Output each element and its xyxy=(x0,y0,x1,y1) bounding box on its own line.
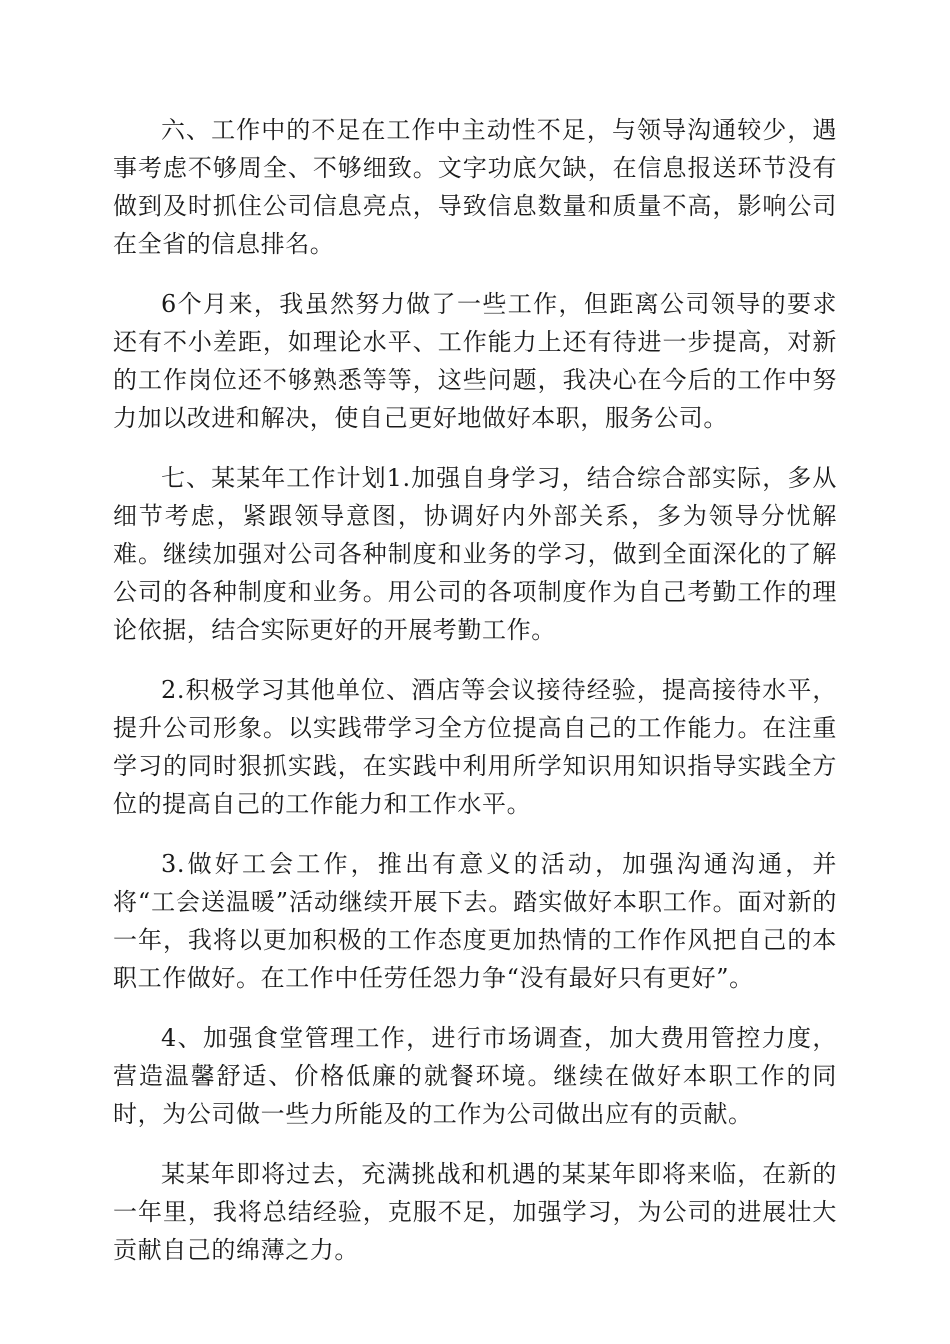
paragraph-plan-item-3: 3.做好工会工作，推出有意义的活动，加强沟通沟通，并将“工会送温暖”活动继续开展下去。踏实做好本职工作。面对新的一年，我将以更加积极的工作态度更加热情的工作作风把自己的本职工作做好。在工作中任劳任怨力争“没有最好只有更好”。 xyxy=(113,850,837,992)
paragraph-section-six-shortcomings: 六、工作中的不足在工作中主动性不足，与领导沟通较少，遇事考虑不够周全、不够细致。文字功底欠缺，在信息报送环节没有做到及时抓住公司信息亮点，导致信息数量和质量不高，影响公司在全省的信息排名。 xyxy=(113,116,837,258)
paragraph-six-months-review: 6个月来，我虽然努力做了一些工作，但距离公司领导的要求还有不小差距，如理论水平、工作能力上还有待进一步提高，对新的工作岗位还不够熟悉等等，这些问题，我决心在今后的工作中努力加以改进和解决，使自己更好地做好本职，服务公司。 xyxy=(113,290,837,432)
paragraph-plan-item-2: 2.积极学习其他单位、酒店等会议接待经验，提高接待水平，提升公司形象。以实践带学习全方位提高自己的工作能力。在注重学习的同时狠抓实践，在实践中利用所学知识用知识指导实践全方位的提高自己的工作能力和工作水平。 xyxy=(113,676,837,818)
paragraph-section-seven-plan-item-1: 七、某某年工作计划1.加强自身学习，结合综合部实际，多从细节考虑，紧跟领导意图，协调好内外部关系，多为领导分忧解难。继续加强对公司各种制度和业务的学习，做到全面深化的了解公司的各种制度和业务。用公司的各项制度作为自己考勤工作的理论依据，结合实际更好的开展考勤工作。 xyxy=(113,464,837,644)
document-body xyxy=(113,111,837,1291)
paragraph-closing: 某某年即将过去，充满挑战和机遇的某某年即将来临，在新的一年里，我将总结经验，克服不足，加强学习，为公司的进展壮大贡献自己的绵薄之力。 xyxy=(113,1160,837,1264)
paragraph-plan-item-4: 4、加强食堂管理工作，进行市场调查，加大费用管控力度，营造温馨舒适、价格低廉的就餐环境。继续在做好本职工作的同时，为公司做一些力所能及的工作为公司做出应有的贡献。 xyxy=(113,1024,837,1128)
